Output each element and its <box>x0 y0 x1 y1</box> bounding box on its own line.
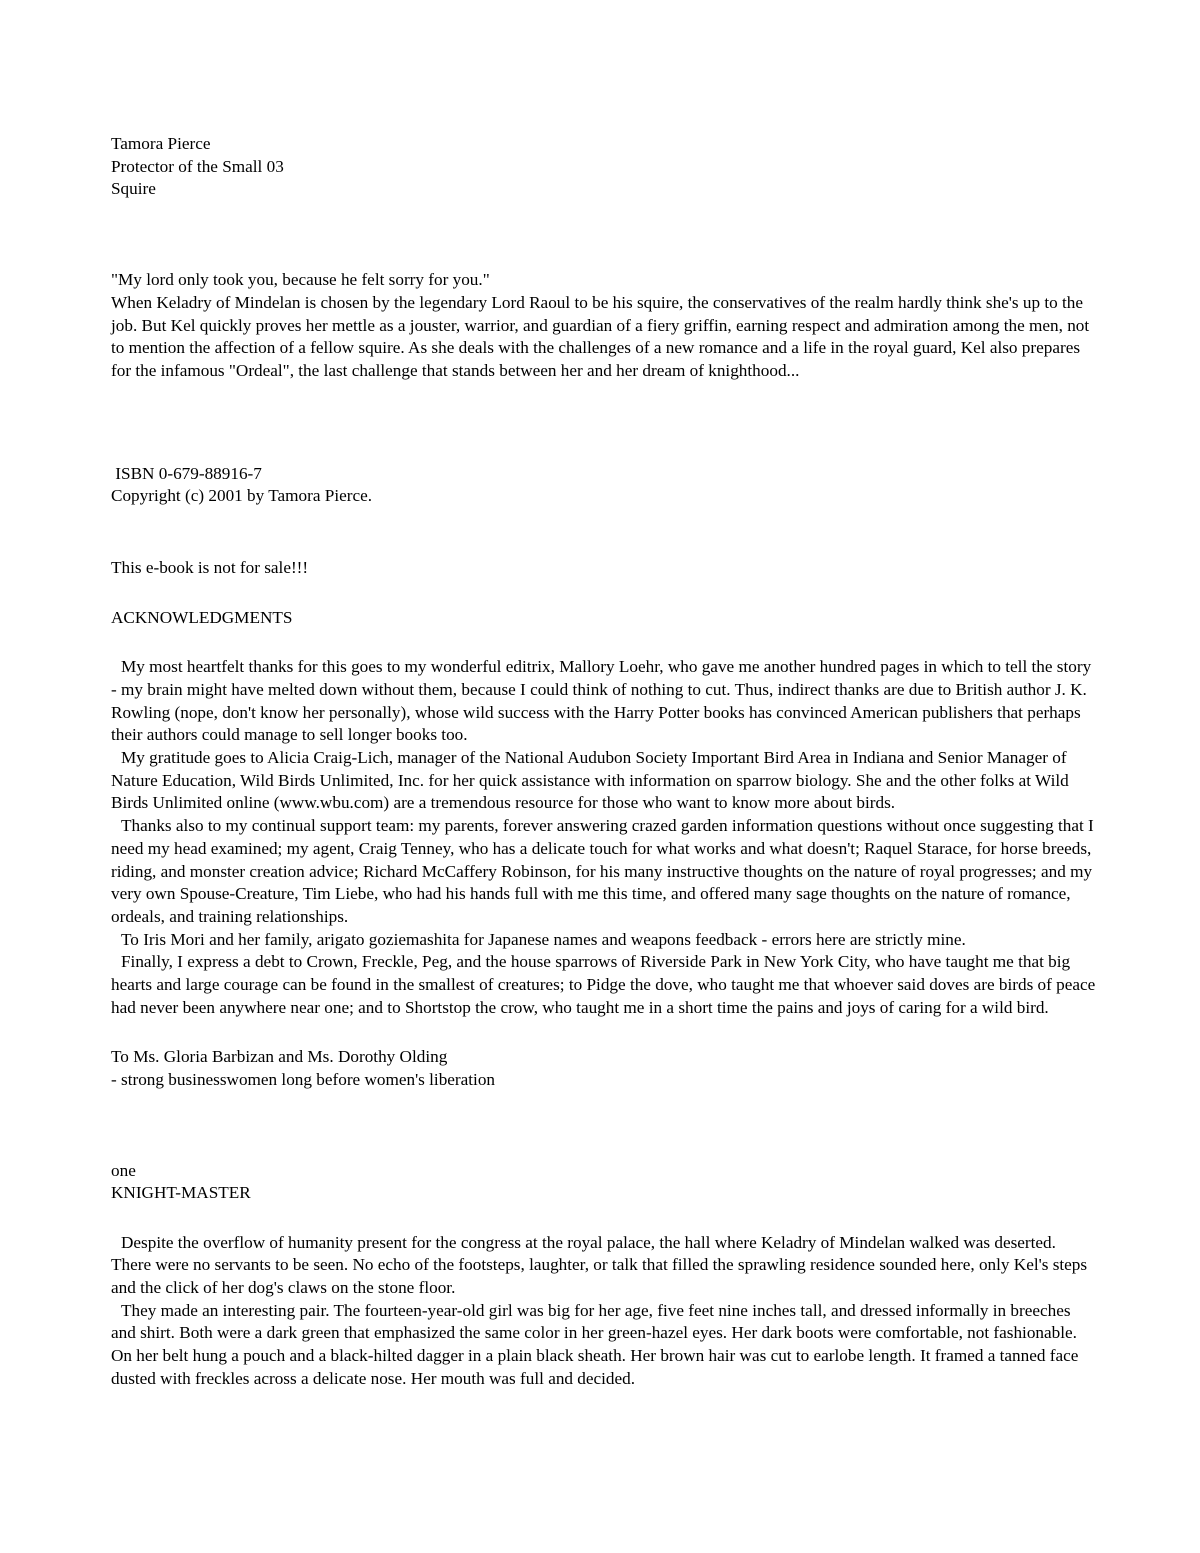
acknowledgment-paragraph: To Iris Mori and her family, arigato goziemashita for Japanese names and weapons feedback - errors here are strictly mine. <box>121 929 966 949</box>
series-name: Protector of the Small 03 <box>111 156 284 176</box>
chapter-title: KNIGHT-MASTER <box>111 1183 251 1203</box>
chapter-paragraph: Despite the overflow of humanity present for the congress at the royal palace, the hall where Keladry of Mindelan walked was deserted. There were no servants to be seen. No echo of the footsteps, laughter, or talk that filled the sprawling residence sounded here, only Kel's steps and the click of her dog's claws on the stone floor. <box>111 1232 1088 1298</box>
dedication-line: - strong businesswomen long before women's liberation <box>111 1069 496 1089</box>
blurb-quote: "My lord only took you, because he felt sorry for you." <box>111 270 490 290</box>
sale-notice: This e-book is not for sale!!! <box>111 558 309 578</box>
book-title: Squire <box>111 179 156 199</box>
acknowledgment-paragraph: My gratitude goes to Alicia Craig-Lich, manager of the National Audubon Society Important Bird Area in Indiana and Senior Manager of Nature Education, Wild Birds Unlimited, Inc. for her quick assistance with information on sparrow biology. She and the other folks at Wild Birds Unlimited online (www.wbu.com) are a tremendous resource for those who want to know more about birds. <box>111 748 1069 813</box>
chapter-paragraph: They made an interesting pair. The fourteen-year-old girl was big for her age, five feet nine inches tall, and dressed informally in breeches and shirt. Both were a dark green that emphasized the same color in her green-hazel eyes. Her dark boots were comfortable, not fashionable. On her belt hung a pouch and a black-hilted dagger in a plain black sheath. Her brown hair was cut to earlobe length. It framed a tanned face dusted with freckles across a delicate nose. Her mouth was full and decided. <box>111 1300 1079 1388</box>
acknowledgment-paragraph: My most heartfelt thanks for this goes to my wonderful editrix, Mallory Loehr, who gave me another hundred pages in which to tell the story - my brain might have melted down without them, because I could think of nothing to cut. Thus, indirect thanks are due to British author J. K. Rowling (nope, don't know her personally), whose wild success with the Harry Potter books has convinced American publishers that perhaps their authors could manage to sell longer books too. <box>111 657 1092 745</box>
blurb-text: When Keladry of Mindelan is chosen by the legendary Lord Raoul to be his squire, the conservatives of the realm hardly think she's up to the job. But Kel quickly proves her mettle as a jouster, warrior, and guardian of a fiery griffin, earning respect and admiration among the men, not to mention the affection of a fellow squire. As she deals with the challenges of a new romance and a life in the royal guard, Kel also prepares for the infamous "Ordeal", the last challenge that stands between her and her dream of knighthood... <box>111 292 1090 380</box>
document-page <box>111 133 1096 1391</box>
acknowledgment-paragraph: Thanks also to my continual support team: my parents, forever answering crazed garden information questions without once suggesting that I need my head examined; my agent, Craig Tenney, who has a delicate touch for what works and what doesn't; Raquel Starace, for horse breeds, riding, and monster creation advice; Richard McCaffery Robinson, for his many instructive thoughts on the nature of royal progresses; and my very own Spouse-Creature, Tim Liebe, who had his hands full with me this time, and offered many sage thoughts on the nature of romance, ordeals, and training relationships. <box>111 816 1094 926</box>
author-name: Tamora Pierce <box>111 134 211 153</box>
dedication-line: To Ms. Gloria Barbizan and Ms. Dorothy Olding <box>111 1047 448 1067</box>
copyright: Copyright (c) 2001 by Tamora Pierce. <box>111 486 373 506</box>
chapter-number: one <box>111 1160 136 1180</box>
acknowledgment-paragraph: Finally, I express a debt to Crown, Freckle, Peg, and the house sparrows of Riverside Park in New York City, who have taught me that big hearts and large courage can be found in the smallest of creatures; to Pidge the dove, who taught me that whoever said doves are birds of peace had never been anywhere near one; and to Shortstop the crow, who taught me in a short time the pains and joys of caring for a wild bird. <box>111 952 1096 1017</box>
isbn: ISBN 0-679-88916-7 <box>111 463 262 483</box>
acknowledgments-heading: ACKNOWLEDGMENTS <box>111 607 293 627</box>
